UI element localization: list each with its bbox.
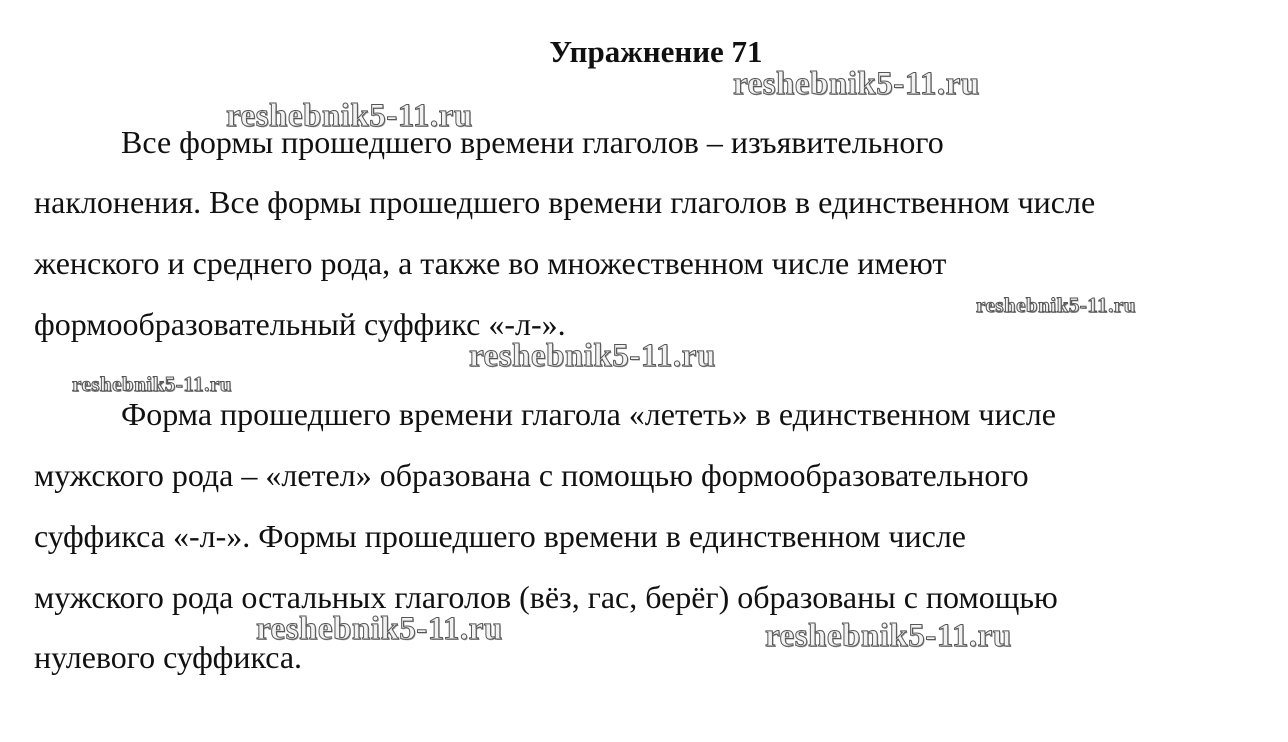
watermark: reshebnik5-11.ru	[256, 611, 503, 647]
watermark: reshebnik5-11.ru	[976, 293, 1136, 317]
watermark: reshebnik5-11.ru	[72, 372, 232, 396]
paragraph-1-line-2: наклонения. Все формы прошедшего времени глаголов в единственном числе	[34, 184, 1096, 220]
paragraph-2-line-1: Форма прошедшего времени глагола «лететь» в единственном числе	[121, 396, 1056, 432]
paragraph-2-line-2: мужского рода – «летел» образована с помощью формообразовательного	[34, 457, 1029, 493]
paragraph-2-line-5: нулевого суффикса.	[34, 639, 303, 675]
watermark: reshebnik5-11.ru	[469, 338, 716, 374]
exercise-title: Упражнение 71	[549, 34, 763, 69]
watermark: reshebnik5-11.ru	[733, 66, 980, 102]
paragraph-2-line-4: мужского рода остальных глаголов (вёз, гас, берёг) образованы с помощью	[34, 579, 1058, 615]
watermark: reshebnik5-11.ru	[765, 618, 1012, 654]
paragraph-1-line-1: Все формы прошедшего времени глаголов – изъявительного	[121, 124, 944, 160]
paragraph-1-line-3: женского и среднего рода, а также во множественном числе имеют	[34, 245, 947, 281]
paragraph-2-line-3: суффикса «-л-». Формы прошедшего времени в единственном числе	[34, 518, 966, 554]
paragraph-1-line-4: формообразовательный суффикс «-л-».	[34, 306, 566, 342]
watermark: reshebnik5-11.ru	[226, 98, 473, 134]
